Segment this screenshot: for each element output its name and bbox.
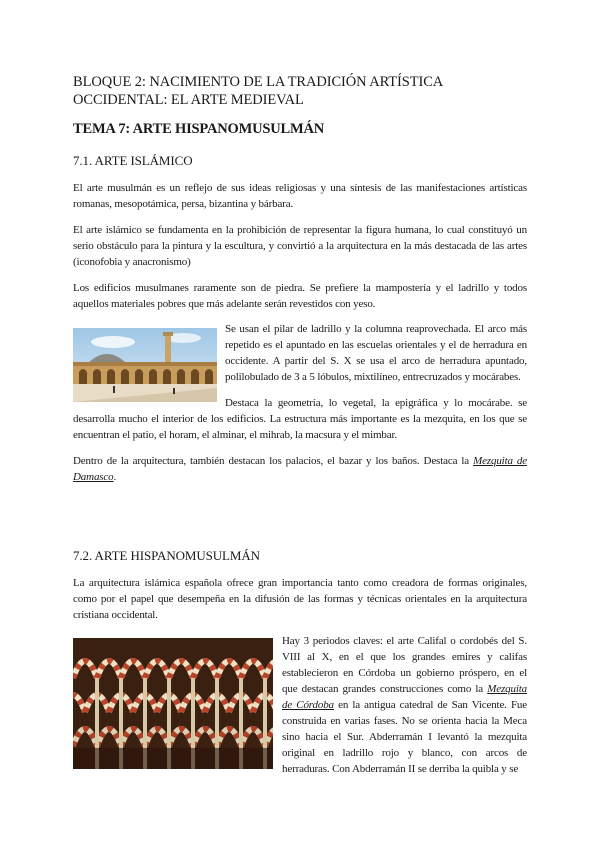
- paragraph: El arte islámico se fundamenta en la prohibición de representar la figura humana, lo cual constituyó un serio obstáculo para la pintura y la escultura, y convirtió a la arquitectura en la más destacada de las artes (iconofobia y anacronismo): [73, 224, 527, 268]
- bloque-title: BLOQUE 2: NACIMIENTO DE LA TRADICIÓN ARTÍSTICA OCCIDENTAL: EL ARTE MEDIEVAL: [73, 74, 443, 108]
- paragraph: Se usan el pilar de ladrillo y la columna reaprovechada. El arco más repetido es el apuntado en las escuelas orientales y el de herradura en occidente. A partir del S. X se usa el arco de herradura apuntado, polilobulado de 3 a 5 lóbulos, mixtilíneo, entrecruzados y mocárabes.: [225, 323, 527, 383]
- section-arte-islamico: [73, 180, 527, 485]
- section-heading-arte-islamico: 7.1. ARTE ISLÁMICO: [73, 153, 193, 168]
- paragraph-periodos: Hay 3 periodos claves: el arte Califal o cordobés del S. VIII al X, en el que los grandes emires y califas establecieron en Córdoba un gobierno próspero, en el que destacan grandes construcciones como la Mezquita de Córdoba en la antigua catedral de San Vicente. Fue construida en varias fases. No se orienta hacia la Meca sino hacia el Sur. Abderramán I levantó la mezquita original en ladrillo rojo y blanco, con arcos de herraduras. Con Abderramán II se derriba la quibla y se: [282, 635, 528, 775]
- image-text-wrap: [73, 633, 527, 777]
- image-text-wrap: [73, 321, 527, 443]
- damascus-mosque-image: [73, 328, 217, 402]
- paragraph: Destaca la geometría, lo vegetal, la epigráfica y lo mocárabe. se desarrolla mucho el interior de los edificios. La estructura más importante es la mezquita, en los que se encuentran el patio, el horam, el alminar, el mihrab, la macsura y el mimbar.: [73, 397, 527, 441]
- section-arte-hispanomusulman: [73, 575, 527, 777]
- mezquita-cordoba-link[interactable]: Mezquita de Córdoba: [282, 683, 527, 711]
- paragraph: El arte musulmán es un reflejo de sus ideas religiosas y una síntesis de las manifestaciones artísticas romanas, mesopotámica, persa, bizantina y bárbara.: [73, 182, 527, 210]
- paragraph: La arquitectura islámica española ofrece gran importancia tanto como creadora de formas originales, como por el papel que desempeña en la difusión de las formas y técnicas orientales en la arquitectura cristiana occidental.: [73, 577, 527, 621]
- damascus-mosque-illustration: [73, 328, 217, 402]
- cordoba-arches-illustration: [73, 638, 273, 769]
- cordoba-mosque-image: [73, 638, 273, 769]
- section-heading-arte-hispanomusulman: 7.2. ARTE HISPANOMUSULMÁN: [73, 548, 260, 563]
- tema-title: TEMA 7: ARTE HISPANOMUSULMÁN: [73, 121, 325, 137]
- mezquita-damasco-link[interactable]: Mezquita de Damasco: [73, 455, 527, 483]
- paragraph-mezquita-damasco: Dentro de la arquitectura, también destacan los palacios, el bazar y los baños. Destaca la Mezquita de Damasco.: [73, 455, 527, 483]
- paragraph: Los edificios musulmanes raramente son de piedra. Se prefiere la mampostería y el ladrillo y todos aquellos materiales pobres que más adelante serán revestidos con yeso.: [73, 282, 527, 310]
